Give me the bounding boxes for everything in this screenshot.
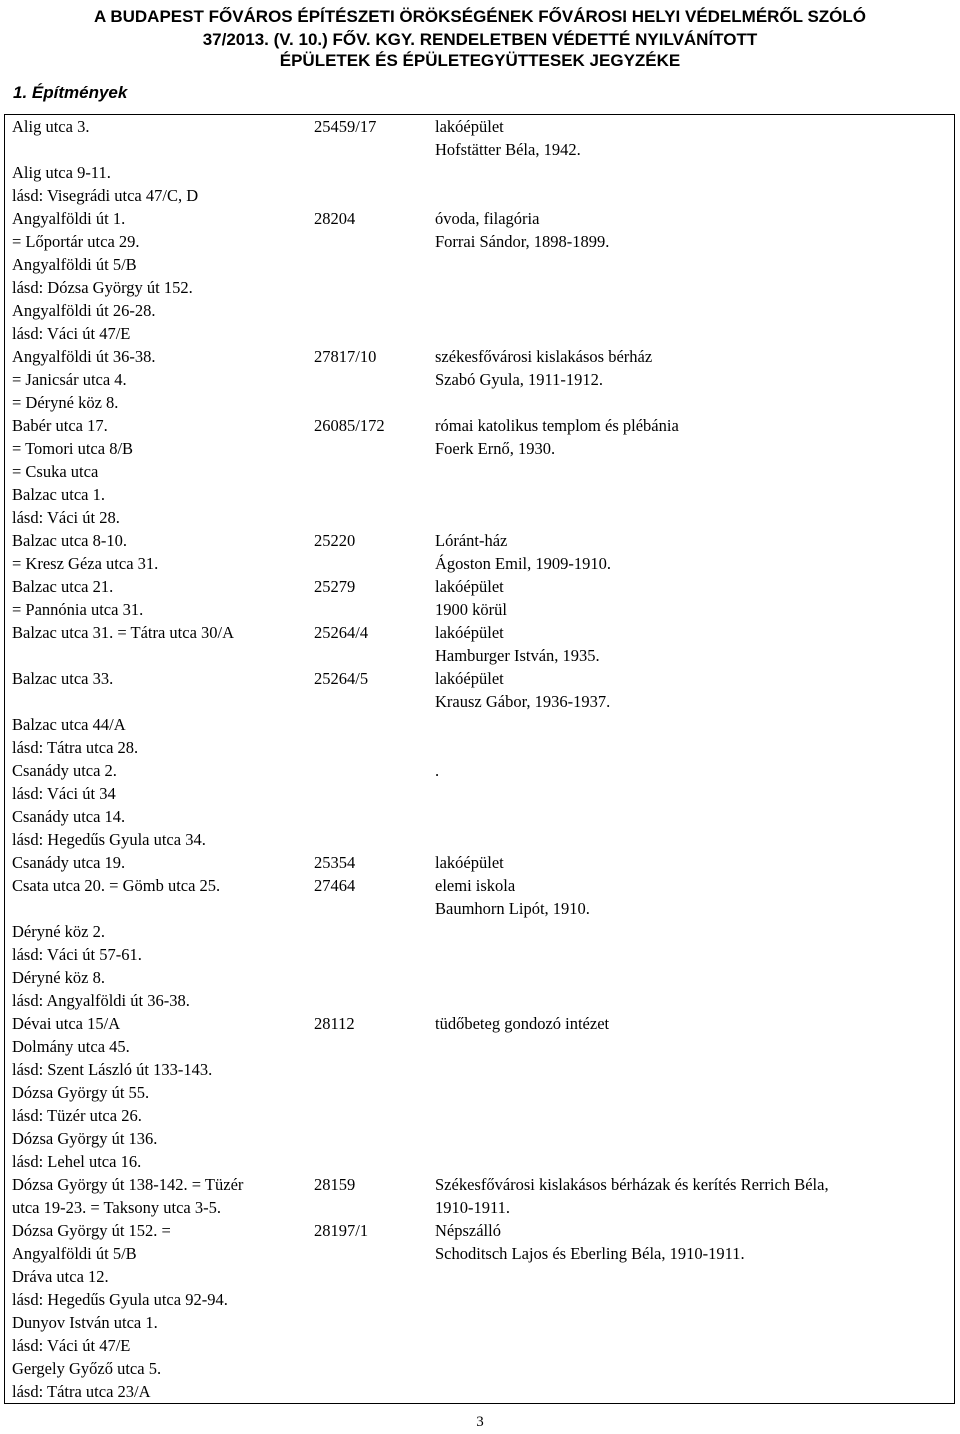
address-line: lásd: Váci út 57-61. — [12, 945, 142, 964]
address-line: Csanády utca 2. — [12, 761, 117, 780]
address-cell — [12, 253, 302, 299]
parcel-number-cell — [314, 299, 424, 322]
address-cell — [12, 115, 302, 138]
table-row — [0, 966, 960, 1012]
parcel-number-cell — [314, 1127, 424, 1150]
address-line: lásd: Tátra utca 23/A — [12, 1382, 151, 1401]
parcel-number-cell — [314, 1265, 424, 1288]
page-number: 3 — [476, 1414, 484, 1430]
address-line: Angyalföldi út 5/B — [12, 1244, 137, 1263]
parcel-number-cell — [314, 483, 424, 506]
building-function: Székesfővárosi kislakásos bérházak és kerítés Rerrich Béla, — [435, 1175, 829, 1194]
parcel-number — [314, 299, 424, 322]
parcel-number — [314, 1127, 424, 1150]
table-row — [0, 1311, 960, 1357]
address-cell — [12, 575, 302, 621]
address-cell — [12, 805, 302, 851]
description-cell — [435, 414, 950, 460]
table-row — [0, 1012, 960, 1035]
parcel-number — [314, 920, 424, 943]
parcel-number — [314, 805, 424, 828]
table-row — [0, 1081, 960, 1127]
address-cell — [12, 414, 302, 483]
parcel-number — [314, 161, 424, 184]
address-line: lásd: Hegedűs Gyula utca 34. — [12, 830, 206, 849]
parcel-number: 28159 — [314, 1175, 356, 1194]
table-row — [0, 759, 960, 805]
address-line: Csata utca 20. = Gömb utca 25. — [12, 876, 221, 895]
address-cell — [12, 966, 302, 1012]
address-line: Alig utca 3. — [12, 117, 90, 136]
parcel-number: 28204 — [314, 209, 356, 228]
description-cell — [435, 575, 950, 621]
address-line: = Csuka utca — [12, 462, 99, 481]
address-cell — [12, 713, 302, 759]
building-function: óvoda, filagória — [435, 209, 540, 228]
address-cell — [12, 1012, 302, 1035]
parcel-number: 28197/1 — [314, 1221, 369, 1240]
building-function: lakóépület — [435, 623, 504, 642]
table-row — [0, 414, 960, 483]
table-row — [0, 575, 960, 621]
architect-date: Foerk Ernő, 1930. — [435, 439, 556, 458]
table-row — [0, 115, 960, 161]
description-cell — [435, 115, 950, 161]
parcel-number-cell — [314, 805, 424, 828]
building-function: Népszálló — [435, 1221, 501, 1240]
parcel-number-cell — [314, 759, 424, 782]
description-cell — [435, 1173, 950, 1219]
address-line: utca 19-23. = Taksony utca 3-5. — [12, 1198, 222, 1217]
table-row — [0, 1265, 960, 1311]
parcel-number: 26085/172 — [314, 416, 385, 435]
building-function: lakóépület — [435, 577, 504, 596]
address-cell — [12, 621, 302, 644]
table-row — [0, 529, 960, 575]
table-row — [0, 667, 960, 713]
description-cell — [435, 1012, 950, 1035]
parcel-number-cell — [314, 920, 424, 943]
address-line: lásd: Váci út 47/E — [12, 324, 131, 343]
parcel-number — [314, 1081, 424, 1104]
address-line: Angyalföldi út 1. — [12, 209, 126, 228]
parcel-number: 25279 — [314, 577, 356, 596]
table-row — [0, 1035, 960, 1081]
address-cell — [12, 483, 302, 529]
architect-date: Krausz Gábor, 1936-1937. — [435, 692, 611, 711]
architect-date: 1900 körül — [435, 600, 507, 619]
address-line: Déryné köz 2. — [12, 922, 106, 941]
building-function: tüdőbeteg gondozó intézet — [435, 1014, 610, 1033]
table-row — [0, 805, 960, 851]
parcel-number — [314, 1357, 424, 1380]
address-cell — [12, 667, 302, 690]
document-title-line-1: A BUDAPEST FŐVÁROS ÉPÍTÉSZETI ÖRÖKSÉGÉNEK FŐVÁROSI HELYI VÉDELMÉRŐL SZÓLÓ — [93, 7, 867, 26]
parcel-number: 27464 — [314, 876, 356, 895]
parcel-number-cell — [314, 851, 424, 874]
address-line: = Lőportár utca 29. — [12, 232, 140, 251]
document-title-line-2: 37/2013. (V. 10.) FŐV. KGY. RENDELETBEN VÉDETTÉ NYILVÁNÍTOTT — [202, 30, 758, 49]
parcel-number-cell — [314, 1219, 424, 1242]
building-function: Lóránt-ház — [435, 531, 508, 550]
address-line: Csanády utca 14. — [12, 807, 126, 826]
address-line: Angyalföldi út 36-38. — [12, 347, 156, 366]
address-line: lásd: Váci út 47/E — [12, 1336, 131, 1355]
building-function: lakóépület — [435, 117, 504, 136]
parcel-number-cell — [314, 874, 424, 897]
address-line: Dolmány utca 45. — [12, 1037, 130, 1056]
parcel-number — [314, 966, 424, 989]
building-function: lakóépület — [435, 669, 504, 688]
table-row — [0, 1127, 960, 1173]
parcel-number — [314, 759, 424, 782]
address-line: lásd: Lehel utca 16. — [12, 1152, 142, 1171]
address-line: Dévai utca 15/A — [12, 1014, 121, 1033]
table-row — [0, 483, 960, 529]
address-line: lásd: Szent László út 133-143. — [12, 1060, 213, 1079]
address-line: Balzac utca 1. — [12, 485, 105, 504]
address-cell — [12, 759, 302, 805]
description-cell — [435, 207, 950, 253]
architect-date: Hamburger István, 1935. — [435, 646, 600, 665]
table-row — [0, 161, 960, 207]
parcel-number — [314, 713, 424, 736]
address-line: Balzac utca 44/A — [12, 715, 126, 734]
parcel-number — [314, 1035, 424, 1058]
parcel-number: 25354 — [314, 853, 356, 872]
address-line: Dózsa György út 152. = — [12, 1221, 171, 1240]
parcel-number — [314, 253, 424, 276]
parcel-number-cell — [314, 713, 424, 736]
address-cell — [12, 920, 302, 966]
address-line: Angyalföldi út 5/B — [12, 255, 137, 274]
parcel-number-cell — [314, 621, 424, 644]
parcel-number — [314, 1311, 424, 1334]
address-line: = Kresz Géza utca 31. — [12, 554, 159, 573]
parcel-number-cell — [314, 345, 424, 368]
architect-date: Szabó Gyula, 1911-1912. — [435, 370, 604, 389]
table-row — [0, 299, 960, 345]
parcel-number-cell — [314, 575, 424, 598]
parcel-number: 27817/10 — [314, 347, 377, 366]
parcel-number — [314, 483, 424, 506]
parcel-number — [314, 1265, 424, 1288]
address-cell — [12, 529, 302, 575]
address-cell — [12, 1219, 302, 1265]
table-row — [0, 851, 960, 874]
address-cell — [12, 1127, 302, 1173]
table-row — [0, 253, 960, 299]
address-line: = Janicsár utca 4. — [12, 370, 127, 389]
architect-date: Baumhorn Lipót, 1910. — [435, 899, 590, 918]
address-line: Babér utca 17. — [12, 416, 108, 435]
address-cell — [12, 161, 302, 207]
architect-date: Forrai Sándor, 1898-1899. — [435, 232, 610, 251]
table-row — [0, 713, 960, 759]
section-title: 1. Építmények — [13, 83, 128, 102]
description-cell — [435, 759, 950, 782]
architect-date: Hofstätter Béla, 1942. — [435, 140, 581, 159]
address-line: lásd: Tüzér utca 26. — [12, 1106, 142, 1125]
parcel-number-cell — [314, 1173, 424, 1196]
table-row — [0, 345, 960, 414]
address-cell — [12, 299, 302, 345]
address-line: Balzac utca 8-10. — [12, 531, 127, 550]
address-line: lásd: Dózsa György út 152. — [12, 278, 193, 297]
parcel-number: 28112 — [314, 1014, 355, 1033]
table-row — [0, 1357, 960, 1403]
address-line: Dózsa György út 138-142. = Tüzér — [12, 1175, 244, 1194]
document-title-line-3: ÉPÜLETEK ÉS ÉPÜLETEGYÜTTESEK JEGYZÉKE — [279, 51, 681, 70]
parcel-number-cell — [314, 414, 424, 437]
description-cell — [435, 667, 950, 713]
address-line: Dózsa György út 136. — [12, 1129, 158, 1148]
architect-date: Ágoston Emil, 1909-1910. — [435, 554, 611, 573]
address-line: Csanády utca 19. — [12, 853, 126, 872]
description-cell — [435, 874, 950, 920]
building-function: székesfővárosi kislakásos bérház — [435, 347, 653, 366]
building-function: római katolikus templom és plébánia — [435, 416, 679, 435]
address-line: = Déryné köz 8. — [12, 393, 119, 412]
parcel-number-cell — [314, 253, 424, 276]
address-line: lásd: Angyalföldi út 36-38. — [12, 991, 190, 1010]
description-cell — [435, 345, 950, 391]
address-line: Dráva utca 12. — [12, 1267, 109, 1286]
address-line: = Pannónia utca 31. — [12, 600, 144, 619]
architect-date: 1910-1911. — [435, 1198, 511, 1217]
parcel-number-cell — [314, 529, 424, 552]
parcel-number: 25459/17 — [314, 117, 377, 136]
parcel-number-cell — [314, 161, 424, 184]
address-line: lásd: Visegrádi utca 47/C, D — [12, 186, 199, 205]
building-function: elemi iskola — [435, 876, 516, 895]
table-row — [0, 621, 960, 667]
address-line: lásd: Váci út 34 — [12, 784, 116, 803]
address-line: Alig utca 9-11. — [12, 163, 111, 182]
address-cell — [12, 851, 302, 874]
parcel-number-cell — [314, 1012, 424, 1035]
parcel-number: 25264/4 — [314, 623, 369, 642]
parcel-number-cell — [314, 1035, 424, 1058]
parcel-number-cell — [314, 207, 424, 230]
table-row — [0, 207, 960, 253]
address-line: Dunyov István utca 1. — [12, 1313, 158, 1332]
parcel-number-cell — [314, 667, 424, 690]
address-cell — [12, 1081, 302, 1127]
address-cell — [12, 1357, 302, 1403]
address-cell — [12, 874, 302, 897]
building-list — [0, 115, 960, 1403]
address-line: Balzac utca 31. = Tátra utca 30/A — [12, 623, 235, 642]
parcel-number-cell — [314, 1081, 424, 1104]
table-row — [0, 1219, 960, 1265]
parcel-number: 25220 — [314, 531, 356, 550]
description-cell — [435, 621, 950, 667]
address-line: Angyalföldi út 26-28. — [12, 301, 156, 320]
address-line: lásd: Hegedűs Gyula utca 92-94. — [12, 1290, 228, 1309]
address-line: Déryné köz 8. — [12, 968, 106, 987]
address-line: Balzac utca 33. — [12, 669, 114, 688]
address-cell — [12, 207, 302, 253]
address-line: = Tomori utca 8/B — [12, 439, 134, 458]
address-cell — [12, 1035, 302, 1081]
parcel-number-cell — [314, 1357, 424, 1380]
address-line: Gergely Győző utca 5. — [12, 1359, 162, 1378]
address-line: Dózsa György út 55. — [12, 1083, 150, 1102]
building-function: . — [435, 761, 440, 780]
address-cell — [12, 1265, 302, 1311]
table-row — [0, 1173, 960, 1219]
table-row — [0, 874, 960, 920]
address-cell — [12, 1311, 302, 1357]
building-function: lakóépület — [435, 853, 504, 872]
address-cell — [12, 345, 302, 414]
address-line: lásd: Váci út 28. — [12, 508, 120, 527]
description-cell — [435, 851, 950, 874]
parcel-number: 25264/5 — [314, 669, 369, 688]
parcel-number-cell — [314, 1311, 424, 1334]
parcel-number-cell — [314, 115, 424, 138]
table-row — [0, 920, 960, 966]
parcel-number-cell — [314, 966, 424, 989]
description-cell — [435, 529, 950, 575]
description-cell — [435, 1219, 950, 1265]
architect-date: Schoditsch Lajos és Eberling Béla, 1910-1911. — [435, 1244, 745, 1263]
address-line: lásd: Tátra utca 28. — [12, 738, 139, 757]
address-cell — [12, 1173, 302, 1219]
address-line: Balzac utca 21. — [12, 577, 114, 596]
